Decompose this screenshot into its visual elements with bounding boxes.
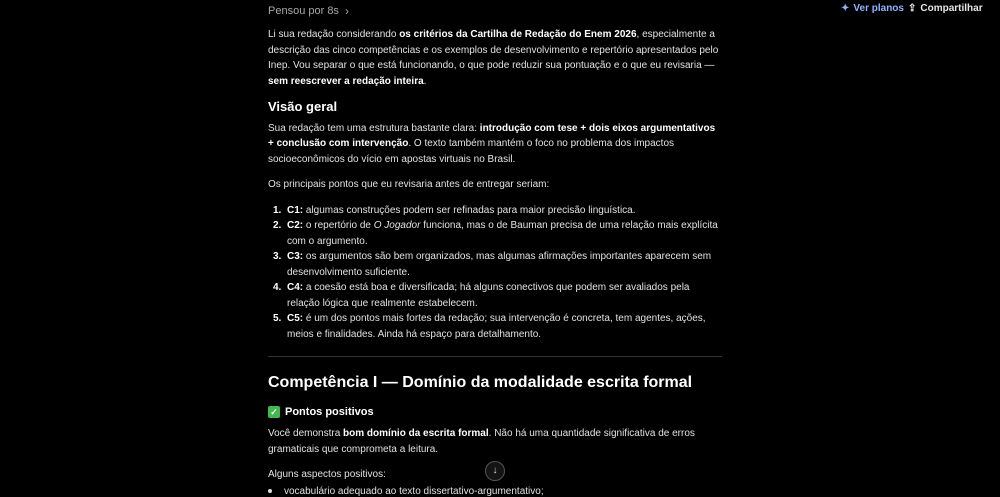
share-label: Compartilhar — [920, 3, 983, 14]
list-item — [268, 218, 722, 249]
overview-bold: introdução com tese + dois eixos argumentativos + conclusão com intervenção — [268, 122, 716, 149]
list-number: 3. — [273, 251, 282, 262]
list-number: 4. — [273, 282, 282, 293]
bullet-text: vocabulário adequado ao texto dissertativo-argumentativo; — [284, 486, 544, 497]
arrow-down-icon: ↓ — [492, 465, 498, 476]
intro-paragraph — [268, 27, 722, 89]
chevron-right-icon: › — [344, 4, 349, 18]
view-plans-button[interactable] — [841, 3, 904, 14]
share-button[interactable] — [908, 3, 983, 14]
list-number: 1. — [273, 204, 282, 216]
message-content — [268, 27, 722, 493]
thought-label: Pensou por 8s — [268, 5, 339, 17]
intro-bold-1: os critérios da Cartilha de Redação do Enem 2026 — [399, 29, 637, 40]
competence-bold: bom domínio da escrita formal — [343, 428, 489, 439]
competence-heading: Competência I — Domínio da modalidade escrita formal — [268, 374, 693, 391]
bullet-item — [268, 486, 544, 497]
list-text: o repertório de — [303, 220, 374, 231]
overview-text-2: . O texto também mantém o foco no problema dos impactos socioeconômicos do vício em apostas virtuais no Brasil. — [268, 138, 675, 165]
intro-bold-2: sem reescrever a redação inteira — [268, 75, 424, 87]
list-label: C3: — [287, 251, 304, 262]
intro-text-3: . — [423, 75, 427, 87]
check-icon: ✓ — [268, 406, 280, 418]
list-text: os argumentos são bem organizados, mas algumas afirmações importantes aparecem sem desenvolvimento suficiente. — [287, 251, 712, 278]
list-item — [268, 203, 722, 219]
list-text: é um dos pontos mais fortes da redação; sua intervenção é concreta, tem agentes, ações, meios e finalidades. Ainda há espaço para detalhamento. — [287, 313, 706, 340]
list-label: C5: — [287, 313, 304, 324]
overview-text-1: Sua redação tem uma estrutura bastante clara: — [268, 122, 480, 134]
view-plans-label: Ver planos — [853, 3, 904, 14]
competence-list — [268, 203, 722, 343]
sparkle-icon: ✦ — [841, 3, 850, 14]
list-number: 5. — [273, 313, 282, 324]
overview-paragraph — [268, 121, 722, 168]
list-italic: O Jogador — [373, 220, 421, 231]
list-item — [268, 249, 722, 280]
list-number: 2. — [273, 220, 282, 231]
list-item — [268, 311, 722, 342]
competence-text-2: . Não há uma quantidade significativa de erros gramaticais que comprometa a leitura. — [268, 428, 695, 455]
positives-title: Pontos positivos — [285, 405, 374, 418]
aspects-intro: Alguns aspectos positivos: — [268, 469, 386, 480]
intro-text-1: Li sua redação considerando — [268, 29, 400, 40]
positives-heading — [268, 405, 722, 421]
competence-paragraph — [268, 426, 722, 457]
share-icon: ⇪ — [908, 3, 917, 14]
thought-toggle[interactable] — [268, 4, 349, 18]
list-label: C4: — [287, 282, 304, 293]
competence-text-1: Você demonstra — [268, 428, 344, 439]
list-text: a coesão está boa e diversificada; há alguns conectivos que podem ser avaliados pela relação lógica que realmente estabelecem. — [287, 282, 690, 309]
list-label: C1: — [287, 204, 304, 216]
intro-text-2: , especialmente a descrição das cinco competências e os exemplos de desenvolvimento e repertório apresentados pelo Inep. Vou separar o que está funcionando, o que pode reduzir sua pontuação e o que eu revisaria — — [268, 29, 719, 71]
list-text: algumas construções podem ser refinadas para maior precisão linguística. — [303, 204, 636, 216]
list-item — [268, 280, 722, 311]
list-label: C2: — [287, 220, 304, 231]
list-intro: Os principais pontos que eu revisaria antes de entregar seriam: — [268, 179, 550, 190]
overview-heading: Visão geral — [268, 99, 338, 114]
list-text: funciona, mas o de Bauman precisa de uma relação mais explícita com o argumento. — [287, 220, 718, 247]
scroll-down-button[interactable] — [485, 461, 505, 481]
section-divider — [268, 356, 722, 357]
